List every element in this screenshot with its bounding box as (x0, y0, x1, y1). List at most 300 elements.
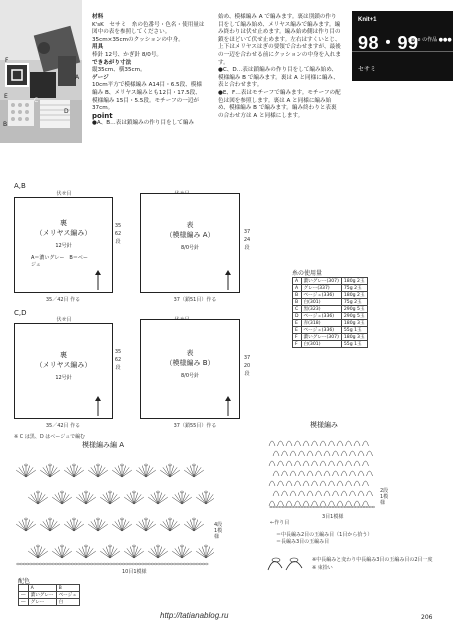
foundation-chain-mark (329, 506, 332, 508)
cd-back-panel (14, 323, 113, 419)
crochet-bobble-mark (295, 441, 301, 446)
crochet-bobble-mark (299, 491, 305, 496)
foundation-chain-mark (125, 563, 128, 565)
crochet-stitch-mark (74, 467, 81, 477)
foundation-chain-mark (180, 563, 183, 565)
foundation-chain-mark (154, 563, 157, 565)
foundation-chain-mark (360, 506, 363, 508)
crochet-bobble-mark (278, 461, 284, 466)
crochet-stitch-mark (52, 497, 62, 504)
crochet-stitch-mark (124, 497, 134, 504)
author-name: セサミ (358, 66, 377, 73)
ab-front-sub: （模様編み A） (165, 231, 215, 239)
photo-label-b: B (3, 121, 8, 128)
foundation-chain-mark (135, 563, 138, 565)
crochet-stitch-mark (76, 551, 86, 558)
crochet-stitch-mark (38, 497, 48, 504)
crochet-stitch-mark (19, 467, 26, 477)
crochet-bobble-mark (354, 501, 360, 506)
cd-back-title: 裏 (60, 351, 67, 359)
foundation-chain-mark (141, 563, 144, 565)
foundation-chain-mark (202, 563, 205, 565)
pattern-a-chart (14, 450, 214, 568)
crochet-stitch-mark (38, 493, 42, 504)
yarn-color-cell: 白(301) (301, 341, 341, 348)
crochet-stitch-mark (67, 467, 74, 477)
yarn-amount-cell: 75g 2玉 (341, 285, 367, 292)
crochet-stitch-mark (98, 467, 105, 477)
yarn-row (293, 278, 368, 285)
foundation-chain-mark (20, 563, 23, 565)
cd-front-sub: （模様編み B） (165, 359, 215, 367)
foundation-chain-mark (39, 563, 42, 565)
foundation-chain-mark (270, 506, 273, 508)
crochet-stitch-mark (127, 548, 134, 558)
crochet-bobble-mark (320, 461, 326, 466)
color-key-cell: ベージュ (56, 592, 79, 599)
crochet-stitch-mark (103, 494, 110, 504)
foundation-chain-mark (33, 563, 36, 565)
crochet-bobble-mark (286, 481, 292, 486)
yarn-group-cell: E (293, 327, 302, 334)
foundation-chain-mark (65, 563, 68, 565)
crochet-stitch-mark (146, 470, 156, 477)
crochet-bobble-mark (354, 481, 360, 486)
photo-label-f: F (5, 57, 9, 64)
crochet-stitch-mark (26, 467, 33, 477)
crochet-stitch-mark (170, 467, 177, 477)
crochet-stitch-mark (62, 547, 66, 558)
crochet-bobble-mark (329, 501, 335, 506)
foundation-chain-mark (319, 506, 322, 508)
crochet-stitch-mark (182, 548, 189, 558)
ab-back-note: A＝濃いグレー B＝ベージュ (31, 255, 88, 268)
foundation-chain-mark (109, 563, 112, 565)
yarn-amount-cell: 75g 2玉 (341, 299, 367, 306)
crochet-stitch-mark (79, 548, 86, 558)
foundation-chain-mark (84, 563, 87, 565)
crochet-stitch-mark (134, 547, 138, 558)
crochet-stitch-mark (160, 470, 170, 477)
foundation-chain-mark (316, 506, 319, 508)
cd-back-needle: 12号針 (55, 375, 72, 381)
foundation-chain-mark (45, 563, 48, 565)
foundation-chain-mark (161, 563, 164, 565)
crochet-stitch-mark (86, 493, 90, 504)
crochet-bobble-mark (354, 441, 360, 446)
point-text: ●A、B…表は鎖編みの作り目をして編み (92, 120, 195, 127)
crochet-stitch-mark (154, 547, 158, 558)
color-key-table (18, 584, 80, 606)
crochet-bobble-mark (346, 441, 352, 446)
foundation-chain-mark (81, 563, 84, 565)
crochet-stitch-mark (175, 548, 182, 558)
yarn-row (293, 334, 368, 341)
crochet-stitch-mark (22, 466, 26, 477)
crochet-stitch-mark (170, 520, 174, 531)
crochet-stitch-mark (112, 524, 122, 531)
project-photo (0, 0, 82, 143)
crochet-bobble-mark (295, 501, 301, 506)
crochet-stitch-mark (194, 466, 198, 477)
cd-back-sub: （メリヤス編み） (35, 361, 92, 369)
crochet-stitch-mark (194, 467, 201, 477)
crochet-stitch-mark (106, 547, 110, 558)
crochet-stitch-mark (166, 520, 170, 531)
gauge-text: 10cm平方で模様編み A14目・6.5段、模様編み B、メリヤス編みとも12目・17.5段、模様編み 15目・5.5段。モチーフの一辺が37cm。 (92, 82, 202, 112)
crochet-stitch-mark (64, 524, 74, 531)
color-key-header: A (28, 585, 56, 592)
crochet-stitch-mark (88, 524, 98, 531)
crochet-stitch-mark (38, 548, 45, 558)
yarn-group-cell: E (293, 320, 302, 327)
crochet-stitch-mark (158, 547, 162, 558)
crochet-stitch-mark (43, 521, 50, 531)
crochet-stitch-mark (58, 493, 62, 504)
crochet-stitch-mark (34, 547, 38, 558)
crochet-stitch-mark (122, 520, 126, 531)
crochet-stitch-mark (146, 466, 150, 477)
color-key-cell: グレー (28, 599, 56, 606)
source-url[interactable]: http://tatianablog.ru (160, 611, 229, 620)
crochet-bobble-mark (307, 471, 313, 476)
crochet-stitch-mark (16, 470, 26, 477)
foundation-chain-mark (173, 563, 176, 565)
yarn-row (293, 320, 368, 327)
foundation-chain-mark (310, 506, 313, 508)
crochet-stitch-mark (31, 494, 38, 504)
crochet-stitch-mark (122, 467, 129, 477)
crochet-stitch-mark (190, 520, 194, 531)
legend-2: ＝長編み3目の玉編み目 (276, 539, 330, 545)
foundation-chain-mark (357, 506, 360, 508)
crochet-stitch-mark (151, 548, 158, 558)
cd-back-side-label: 35 62 段 (114, 349, 127, 371)
crochet-stitch-mark (50, 521, 57, 531)
crochet-stitch-mark (82, 493, 86, 504)
foundation-chain-mark (295, 506, 298, 508)
foundation-chain-mark (273, 506, 276, 508)
foundation-chain-mark (145, 563, 148, 565)
crochet-bobble-mark (363, 481, 369, 486)
crochet-stitch-mark (31, 548, 38, 558)
yarn-color-cell: 濃いグレー(307) (301, 334, 341, 341)
foundation-chain-mark (350, 506, 353, 508)
crochet-stitch-mark (158, 497, 168, 504)
crochet-bobble-mark (324, 471, 330, 476)
crochet-bobble-mark (290, 471, 296, 476)
crochet-stitch-mark (178, 547, 182, 558)
foundation-chain-mark (285, 506, 288, 508)
pattern-a-repeat: 10目1模様 (122, 569, 147, 575)
crochet-bobble-mark (286, 461, 292, 466)
crochet-stitch-mark (139, 467, 146, 477)
crochet-stitch-mark (122, 470, 132, 477)
diagram-ab-title: A,B (14, 182, 26, 190)
photo-label-d: D (64, 108, 69, 115)
crochet-bobble-mark (290, 491, 296, 496)
crochet-bobble-mark (273, 491, 279, 496)
ab-front-needle: 8/0号針 (180, 245, 200, 251)
crochet-bobble-mark (290, 451, 296, 456)
crochet-bobble-mark (354, 461, 360, 466)
crochet-bobble-mark (295, 461, 301, 466)
crochet-stitch-mark (50, 524, 60, 531)
crochet-stitch-mark (172, 497, 182, 504)
page-suffix: page の作品 ●●● (408, 37, 452, 43)
crochet-stitch-mark (202, 547, 206, 558)
crochet-stitch-mark (50, 470, 60, 477)
cd-front-needle: 8/0号針 (180, 373, 200, 379)
crochet-stitch-mark (199, 494, 206, 504)
size-heading: できあがり寸法 (92, 59, 132, 66)
pattern-b-note-2: ※ 束拾い (312, 565, 333, 571)
crochet-bobble-mark (299, 451, 305, 456)
crochet-bobble-mark (286, 501, 292, 506)
crochet-stitch-mark (115, 521, 122, 531)
crochet-stitch-mark (146, 520, 150, 531)
yarn-color-cell: 濃いグレー(307) (301, 278, 341, 285)
crochet-stitch-mark (196, 551, 206, 558)
crochet-stitch-mark (38, 551, 48, 558)
crochet-bobble-mark (303, 441, 309, 446)
gauge-heading: ゲージ (92, 74, 109, 81)
crochet-stitch-mark (106, 493, 110, 504)
crochet-stitch-mark (26, 520, 30, 531)
yarn-amount-cell: 55g 1玉 (341, 327, 367, 334)
foundation-chain-mark (61, 563, 64, 565)
crochet-stitch-mark (190, 466, 194, 477)
crochet-stitch-mark (16, 524, 26, 531)
crochet-stitch-mark (98, 524, 108, 531)
cd-back-bottom-label: 35／42目 作る (45, 423, 81, 429)
yarn-color-cell: 白(301) (301, 299, 341, 306)
materials-text: K'sK セサミ 糸の色番号・色名・使用量は図中の表を参照してください。35cm×35cmのクッションの中身。 (92, 21, 205, 43)
crochet-stitch-mark (50, 520, 54, 531)
foundation-chain-mark (116, 563, 119, 565)
foundation-chain-mark (322, 506, 325, 508)
crochet-bobble-mark (269, 481, 275, 486)
crochet-bobble-mark (312, 441, 318, 446)
foundation-chain-mark (291, 506, 294, 508)
yarn-group-cell: F (293, 341, 302, 348)
ab-back-side-label: 35 62 段 (114, 223, 127, 245)
crochet-stitch-mark (146, 467, 153, 477)
ab-back-panel (14, 197, 113, 293)
pattern-a-title: 模様編み編 A (82, 441, 125, 449)
foundation-chain-mark (301, 506, 304, 508)
foundation-chain-mark (193, 563, 196, 565)
crochet-bobble-mark (367, 491, 373, 496)
tools-text: 棒針 12号、かぎ針 8/0号。 (92, 51, 163, 58)
yarn-amount-cell: 180g 3玉 (341, 334, 367, 341)
crochet-stitch-mark (194, 521, 201, 531)
instructions-point-e: ●E、F…表はモチーフで編みます。モチーフの配色は図を参照します。裏は A と同様に編み始め、模様編み B で編みます。編み終わりと表裏の合わせ方は A と同様にします。 (218, 89, 341, 119)
tools-heading: 用具 (92, 44, 104, 51)
crochet-stitch-mark (163, 521, 170, 531)
crochet-stitch-mark (86, 497, 96, 504)
crochet-bobble-mark (367, 451, 373, 456)
crochet-stitch-mark (28, 497, 38, 504)
crochet-stitch-mark (166, 466, 170, 477)
crochet-stitch-mark (70, 520, 74, 531)
crochet-bobble-mark (307, 491, 313, 496)
foundation-chain-mark (353, 506, 356, 508)
foundation-chain-mark (113, 563, 116, 565)
crochet-stitch-mark (187, 521, 194, 531)
foundation-chain-mark (199, 563, 202, 565)
crochet-stitch-mark (139, 521, 146, 531)
crochet-stitch-mark (184, 524, 194, 531)
foundation-chain-mark (26, 563, 29, 565)
page-number: 206 (421, 614, 433, 621)
crochet-stitch-mark (52, 551, 62, 558)
foundation-chain-mark (205, 563, 208, 565)
crochet-stitch-mark (91, 521, 98, 531)
crochet-stitch-mark (118, 466, 122, 477)
foundation-chain-mark (307, 506, 310, 508)
crochet-stitch-mark (62, 551, 72, 558)
crochet-stitch-mark (199, 548, 206, 558)
crochet-stitch-mark (103, 548, 110, 558)
foundation-chain-mark (279, 506, 282, 508)
crochet-stitch-mark (122, 521, 129, 531)
crochet-stitch-mark (43, 467, 50, 477)
crochet-stitch-mark (46, 520, 50, 531)
ab-back-bottom-label: 35／42目 作る (45, 297, 81, 303)
crochet-bobble-mark (312, 501, 318, 506)
crochet-stitch-mark (158, 548, 165, 558)
ab-back-top-label: 伏せ目 (56, 191, 72, 197)
yarn-group-cell: C (293, 306, 302, 313)
crochet-stitch-mark (182, 494, 189, 504)
ab-front-panel (140, 193, 240, 293)
crochet-bobble-mark (337, 481, 343, 486)
crochet-bobble-mark (346, 461, 352, 466)
foundation-chain-mark (344, 506, 347, 508)
crochet-bobble-mark (337, 441, 343, 446)
crochet-stitch-mark (127, 494, 134, 504)
foundation-chain-mark (167, 563, 170, 565)
crochet-stitch-mark (194, 520, 198, 531)
foundation-chain-mark (49, 563, 52, 565)
point-heading: point (92, 111, 113, 120)
crochet-bobble-mark (316, 451, 322, 456)
color-key-header: B (56, 585, 79, 592)
crochet-stitch-mark (206, 493, 210, 504)
ab-back-sub: （メリヤス編み） (35, 229, 92, 237)
knit-direction-arrow-icon (223, 396, 233, 416)
foundation-chain-mark (313, 506, 316, 508)
foundation-chain-mark (87, 563, 90, 565)
stitch-symbol-illustration (264, 550, 308, 574)
foundation-chain-mark (276, 506, 279, 508)
crochet-stitch-mark (158, 494, 165, 504)
crochet-stitch-mark (170, 470, 180, 477)
color-key-header (19, 585, 29, 592)
crochet-stitch-mark (134, 551, 144, 558)
crochet-bobble-mark (324, 451, 330, 456)
cd-front-bottom-label: 37（鎖55目）作る (173, 423, 217, 429)
crochet-bobble-mark (269, 441, 275, 446)
crochet-stitch-mark (160, 524, 170, 531)
foundation-chain-mark (282, 506, 285, 508)
foundation-chain-mark (122, 563, 125, 565)
yarn-color-cell: 黒(323) (301, 306, 341, 313)
yarn-amount-cell: 55g 1玉 (341, 341, 367, 348)
crochet-bobble-mark (341, 471, 347, 476)
crochet-stitch-mark (134, 548, 141, 558)
size-text: 縦35cm、横35cm。 (92, 67, 146, 74)
crochet-stitch-mark (151, 494, 158, 504)
crochet-stitch-mark (94, 466, 98, 477)
crochet-stitch-mark (134, 497, 144, 504)
crochet-stitch-mark (70, 466, 74, 477)
crochet-stitch-mark (163, 467, 170, 477)
crochet-bobble-mark (363, 441, 369, 446)
foundation-chain-mark (186, 563, 189, 565)
crochet-stitch-mark (74, 466, 78, 477)
crochet-stitch-mark (146, 521, 153, 531)
crochet-stitch-mark (142, 520, 146, 531)
crochet-stitch-mark (34, 493, 38, 504)
foundation-chain-mark (106, 563, 109, 565)
crochet-stitch-mark (206, 547, 210, 558)
crochet-stitch-mark (182, 547, 186, 558)
crochet-stitch-mark (134, 493, 138, 504)
cd-color-note: ※ C は黒、D はベージュで編む (14, 434, 86, 440)
foundation-chain-mark (366, 506, 369, 508)
crochet-stitch-mark (136, 524, 146, 531)
cd-front-panel (140, 319, 240, 419)
yarn-row (293, 327, 368, 334)
foundation-chain-mark (36, 563, 39, 565)
yarn-color-cell: ベージュ(336) (301, 327, 341, 334)
crochet-stitch-mark (28, 551, 38, 558)
crochet-stitch-mark (91, 467, 98, 477)
yarn-row (293, 285, 368, 292)
crochet-stitch-mark (100, 551, 110, 558)
crochet-stitch-mark (202, 493, 206, 504)
crochet-stitch-mark (67, 521, 74, 531)
crochet-stitch-mark (26, 466, 30, 477)
yarn-row (293, 306, 368, 313)
foundation-chain-mark (129, 563, 132, 565)
crochet-bobble-mark (320, 441, 326, 446)
crochet-bobble-mark (350, 471, 356, 476)
foundation-chain-mark (42, 563, 45, 565)
crochet-bobble-mark (269, 461, 275, 466)
pattern-b-rows: 2段1模様 (380, 488, 389, 506)
crochet-stitch-mark (40, 470, 50, 477)
photo-label-a: A (75, 74, 80, 81)
crochet-stitch-mark (182, 493, 186, 504)
crochet-bobble-mark (337, 501, 343, 506)
crochet-stitch-mark (86, 551, 96, 558)
crochet-stitch-mark (26, 524, 36, 531)
crochet-stitch-mark (74, 470, 84, 477)
yarn-color-cell: ベージュ(336) (301, 313, 341, 320)
ab-front-side-label: 37 24 段 (243, 229, 256, 251)
pattern-b-title: 模様編み (310, 421, 338, 429)
ab-back-title: 裏 (60, 219, 67, 227)
crochet-stitch-mark (86, 494, 93, 504)
chart-start-label: ←作り目 (270, 520, 290, 526)
crochet-stitch-mark (110, 547, 114, 558)
crochet-stitch-mark (62, 548, 69, 558)
crochet-stitch-mark (110, 551, 120, 558)
crochet-stitch-mark (184, 470, 194, 477)
